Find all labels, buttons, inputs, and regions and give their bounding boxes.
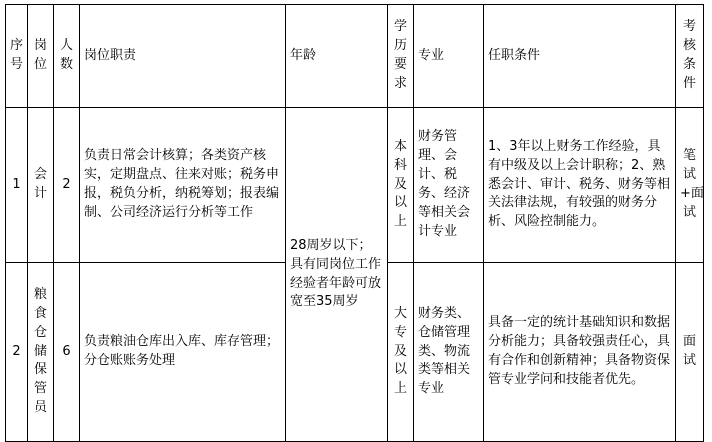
cell-count: 6 [54, 263, 80, 442]
table-header-row [6, 5, 704, 108]
cell-major: 财务类、仓储管理类、物流类等相关专业 [414, 263, 484, 442]
cell-age: 28周岁以下；具有同岗位工作经验者年龄可放宽至35周岁 [286, 108, 388, 442]
cell-count: 2 [54, 108, 80, 263]
cell-duty: 负责日常会计核算；各类资产核实，定期盘点、往来对账；税务申报，税负分析，纳税筹划；报表编制、公司经济运行分析等工作 [80, 108, 286, 263]
cell-post: 粮食仓储保管员 [28, 263, 54, 442]
cell-exam: 笔试+面试 [676, 108, 704, 263]
header-post: 岗位 [28, 5, 54, 108]
cell-education: 本科及以上 [388, 108, 414, 263]
recruitment-table [5, 4, 704, 442]
header-duty: 岗位职责 [80, 5, 286, 108]
header-major: 专业 [414, 5, 484, 108]
cell-post: 会计 [28, 108, 54, 263]
cell-seq: 1 [6, 108, 28, 263]
cell-seq: 2 [6, 263, 28, 442]
header-age: 年龄 [286, 5, 388, 108]
header-count: 人数 [54, 5, 80, 108]
cell-education: 大专及以上 [388, 263, 414, 442]
cell-major: 财务管理、会计、税务、经济等相关会计专业 [414, 108, 484, 263]
header-conditions: 任职条件 [484, 5, 676, 108]
recruitment-table-sheet [0, 4, 712, 441]
header-exam: 考核条件 [676, 5, 704, 108]
cell-conditions: 1、3年以上财务工作经验，具有中级及以上会计职称；2、熟悉会计、审计、税务、财务等相关法律法规，有较强的财务分析、风险控制能力。 [484, 108, 676, 263]
cell-duty: 负责粮油仓库出入库、库存管理；分仓账账务处理 [80, 263, 286, 442]
header-seq: 序号 [6, 5, 28, 108]
table-row [6, 108, 704, 263]
cell-exam: 面试 [676, 263, 704, 442]
header-education: 学历要求 [388, 5, 414, 108]
cell-conditions: 具备一定的统计基础知识和数据分析能力；具备较强责任心，具有合作和创新精神；具备物资保管专业学问和技能者优先。 [484, 263, 676, 442]
